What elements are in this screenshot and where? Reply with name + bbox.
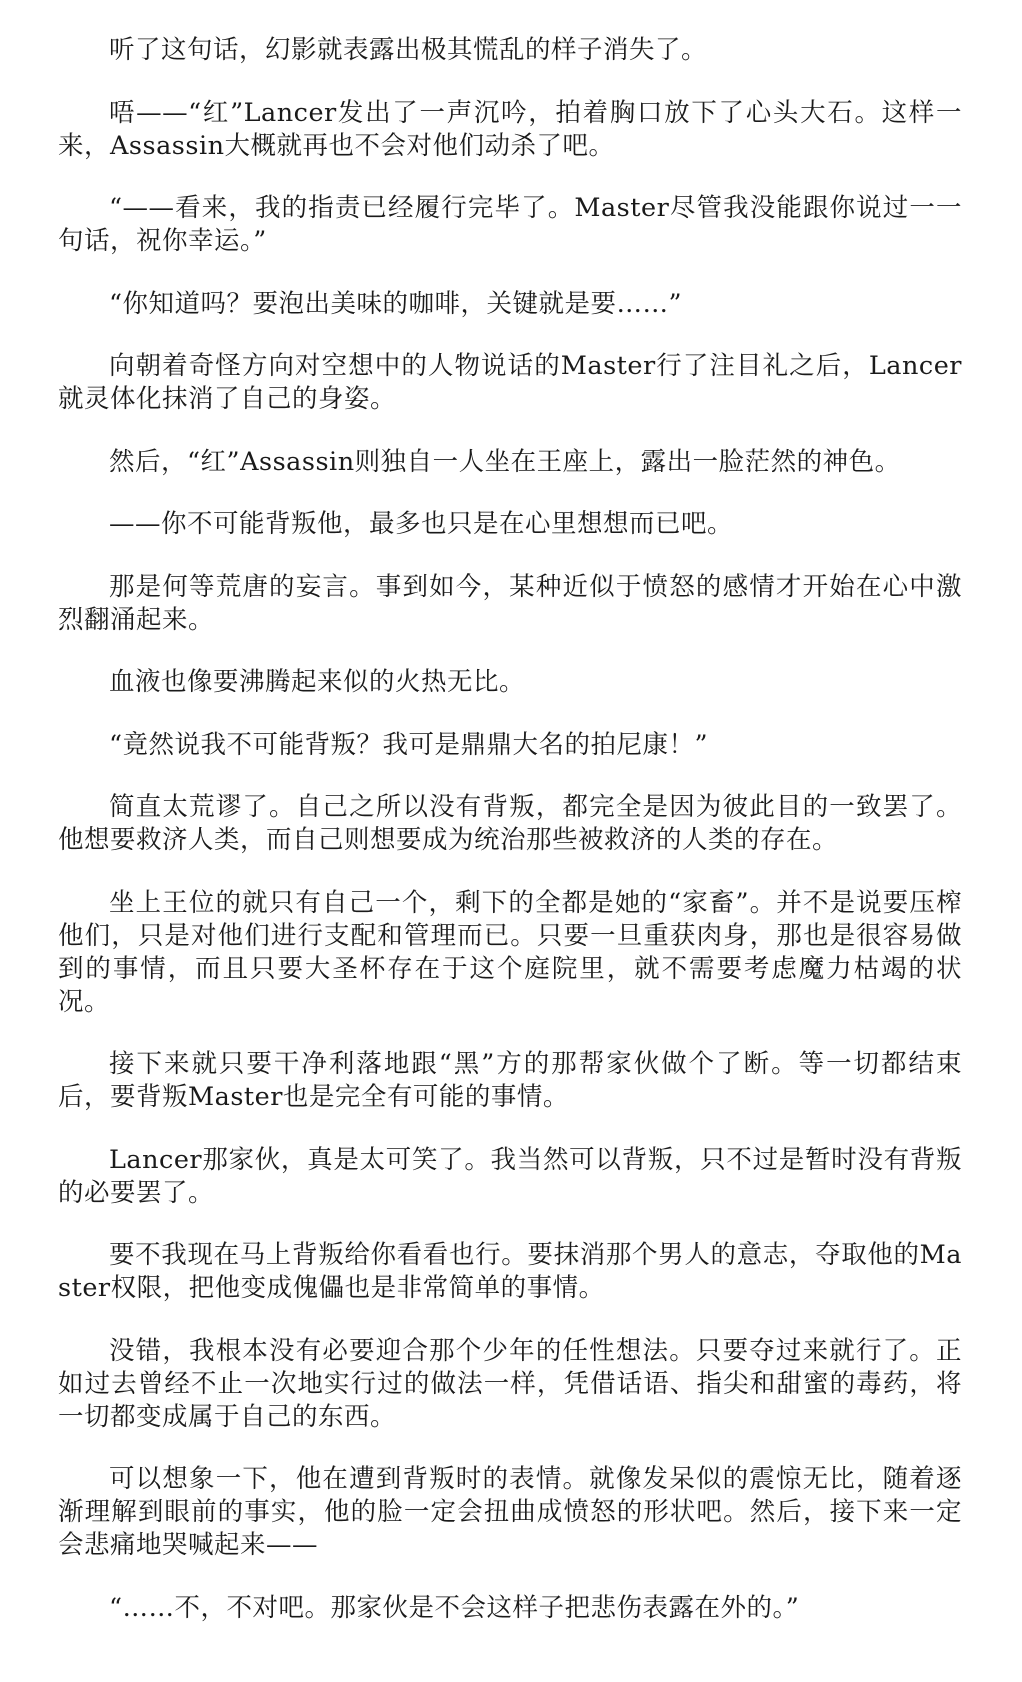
paragraph-2: 唔——“红”Lancer发出了一声沉吟，拍着胸口放下了心头大石。这样一来，Assassin大概就再也不会对他们动杀了吧。: [58, 97, 962, 161]
paragraph-14: Lancer那家伙，真是太可笑了。我当然可以背叛，只不过是暂时没有背叛的必要罢了。: [58, 1144, 962, 1208]
paragraph-8: 那是何等荒唐的妄言。事到如今，某种近似于愤怒的感情才开始在心中激烈翻涌起来。: [58, 571, 962, 635]
paragraph-10: “竟然说我不可能背叛？我可是鼎鼎大名的拍尼康！”: [109, 729, 709, 760]
paragraph-17: 可以想象一下，他在遭到背叛时的表情。就像发呆似的震惊无比，随着逐渐理解到眼前的事实，他的脸一定会扭曲成愤怒的形状吧。然后，接下来一定会悲痛地哭喊起来——: [58, 1464, 962, 1560]
paragraph-12: 坐上王位的就只有自己一个，剩下的全都是她的“家畜”。并不是说要压榨他们，只是对他们进行支配和管理而已。只要一旦重获肉身，那也是很容易做到的事情，而且只要大圣杯存在于这个庭院里，就不需要考虑魔力枯竭的状况。: [58, 887, 962, 1017]
paragraph-11: 简直太荒谬了。自己之所以没有背叛，都完全是因为彼此目的一致罢了。他想要救济人类，而自己则想要成为统治那些被救济的人类的存在。: [58, 792, 962, 855]
paragraph-18: “……不，不对吧。那家伙是不会这样子把悲伤表露在外的。”: [109, 1592, 800, 1623]
paragraph-6: 然后，“红”Assassin则独自一人坐在王座上，露出一脸茫然的神色。: [109, 446, 901, 477]
paragraph-13: 接下来就只要干净利落地跟“黑”方的那帮家伙做个了断。等一切都结束后，要背叛Master也是完全有可能的事情。: [58, 1049, 962, 1112]
document-page: [58, 34, 962, 1654]
paragraph-4: “你知道吗？要泡出美味的咖啡，关键就是要……”: [109, 288, 683, 319]
paragraph-3: “——看来，我的指责已经履行完毕了。Master尽管我没能跟你说过一一句话，祝你幸运。”: [58, 193, 962, 256]
paragraph-9: 血液也像要沸腾起来似的火热无比。: [109, 667, 526, 697]
paragraph-16: 没错，我根本没有必要迎合那个少年的任性想法。只要夺过来就行了。正如过去曾经不止一次地实行过的做法一样，凭借话语、指尖和甜蜜的毒药，将一切都变成属于自己的东西。: [58, 1335, 962, 1432]
paragraph-1: 听了这句话，幻影就表露出极其慌乱的样子消失了。: [109, 35, 708, 65]
paragraph-5: 向朝着奇怪方向对空想中的人物说话的Master行了注目礼之后，Lancer就灵体化抹消了自己的身姿。: [58, 351, 962, 414]
paragraph-7: ——你不可能背叛他，最多也只是在心里想想而已吧。: [109, 509, 734, 539]
paragraph-15: 要不我现在马上背叛给你看看也行。要抹消那个男人的意志，夺取他的Master权限，把他变成傀儡也是非常简单的事情。: [58, 1240, 962, 1303]
